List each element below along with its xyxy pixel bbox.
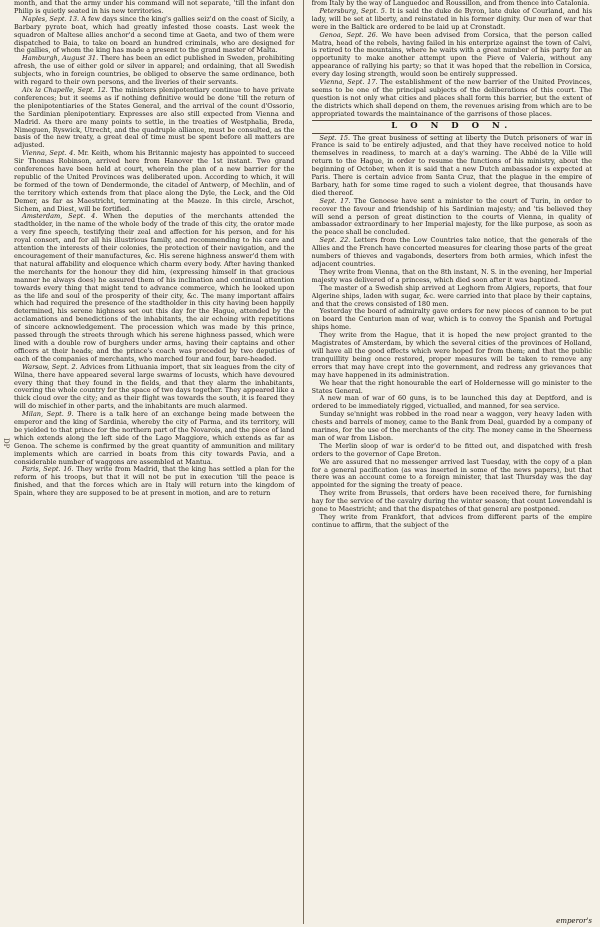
article-dateline: Paris, Sept. 16. — [22, 465, 74, 474]
article-text: We hear that the right honourable the earl of Holdernesse will go minister to the States General. — [311, 378, 592, 395]
catchword: emperor's — [556, 917, 592, 925]
article-text: A new man of war of 60 guns, is to be launched this day at Deptford, and is ordered to be immediately rigged, victualled, and manned, for sea service. — [311, 394, 592, 411]
news-article — [312, 285, 593, 309]
article-text: The great business of setting at liberty the Dutch prisoners of war in France is said to be entirely adjusted, and that they have received notice to hold themselves in readiness, to march at a day's warning. The Abbé de la Ville will return to the Hague, in order to resume the functions of his ministry, about the beginning of October, when it is said that a new Dutch ambassador is expected at Paris. There is certain advice from Santa Cruz, that the plague in the empire of Barbary, hath for some time raged to such a violent degree, that thousands have died thereof. — [311, 133, 592, 197]
article-text: The establishment of the new barrier of the United Provinces, seems to be one of the principal subjects of the deliberations of this court. The question is not only what cities and places shall form this barrier, but the extent of the districts which shall depend on them, the revenues arising from which are to be appropriated towards the maintainance of the garrisons of those places. — [311, 78, 592, 118]
continued-paragraph — [14, 0, 295, 16]
news-article — [14, 364, 295, 411]
article-dateline: Aix la Chapelle, Sept. 12. — [22, 85, 108, 94]
news-article — [312, 380, 593, 396]
news-article — [312, 514, 593, 530]
article-text: month, and that the army under his command will not separate, 'till the infant don Philip is quietly seated in his new territories. — [14, 0, 295, 15]
article-text: We are assured that no messenger arrived last Tuesday, with the copy of a plan for a general pacification (as was inserted in some of the news papers), but that there was an account come to a foreign minister, that last Thursday was the day appointed for the signing the treaty of peace. — [311, 457, 592, 490]
article-text: We have been advised from Corsica, that the person called Matra, head of the rebels, having failed in his enterprize against the town of Calvi, is retired to the mountains, where he waits with a great number of his party for an opportunity to make another attempt upon the Pieve of Valeria, without any appearance of rallying his party; so that it was hoped that the rebellion in Corsica, every day losing strength, would soon be entirely suppressed. — [311, 30, 592, 79]
article-text: Letters from the Low Countries take notice, that the generals of the Allies and the French have concerted measures for clearing those parts of the great numbers of thieves and vagabonds, deserters from both armies, which infest the adjacent countries. — [311, 236, 592, 268]
article-text: They write from Brussels, that orders have been received there, for furnishing hay for the service of the cavalry during the winter season; that count Lowendahl is gone to Maestricht; and that the dispatches of that general are postponed. — [311, 489, 592, 514]
news-article — [312, 79, 593, 119]
news-article — [312, 443, 593, 459]
news-article — [312, 395, 593, 411]
article-dateline: Sept. 17. — [319, 196, 351, 205]
news-article — [14, 16, 295, 56]
news-article — [14, 466, 295, 498]
article-dateline: Warsaw, Sept. 2. — [22, 362, 78, 371]
news-article — [312, 8, 593, 32]
article-text: They write from Madrid, that the king has settled a plan for the reform of his troops, but that it will not be put in execution 'till the peace is finished, and that the forces which are in Italy will return into the kingdom of Spain, where they are supposed to be at present in motion, and are to return — [14, 465, 295, 498]
news-article — [14, 150, 295, 213]
article-text: They write from the Hague, that it is hoped the new project granted to the Magistrates of Amsterdam, by which the several cities of the provinces of Holland, will have all the good effects which were hoped for from them; and that the public tranquillity being once restored, proper measures will be taken to remove any errors that may have crept into the government, and redress any grievances that may have happened in its administration. — [311, 331, 592, 379]
article-text: The Merlin sloop of war is order'd to be fitted out, and dispatched with fresh orders to the governor of Cape Breton. — [311, 441, 592, 458]
margin-mark: DP — [2, 438, 10, 449]
news-article — [312, 198, 593, 238]
news-article — [312, 490, 593, 514]
news-article — [312, 32, 593, 79]
article-text: There is a talk here of an exchange being made between the emperor and the king of Sardinia, whereby the city of Parma, and its territory, will be yielded to that prince for the northern part of the Novarois, and the piece of land which extends along the left side of the Lago Maggiore, which extends as far as Genoa. The scheme is confirmed by the great quantity of ammunition and military implements which are carried in boats from this city towards Pavia, and a considerable number of waggons are assembled at Mantua. — [14, 410, 295, 466]
foreign-news — [312, 0, 593, 119]
article-text: Sunday se'nnight was robbed in the road near a waggon, very heavy laden with chests and barrels of money, came to the Bank from Deal, guarded by a company of marines, for the use of the merchants of the city. The money came in the Sheerness man of war from Lisbon. — [311, 410, 592, 442]
article-text: It is said the duke de Byron, late duke of Courland, and his lady, will be set at liberty, and reinstated in his former dignity. Our men of war that were in the Baltick are ordered to be laid up at Cronstadt. — [311, 6, 592, 31]
article-dateline: Vienna, Sept. 17. — [319, 78, 378, 87]
column-divider — [303, 0, 304, 924]
article-text: When the deputies of the merchants attended the stadtholder, in the name of the whole body of the trade of this city, the orator made a very fine speech, testifying their zeal and affection for his person, and for his royal consort, and for all his illustrious family, and recommending to his care and attention the interests of their colonies, the protection of their navigation, and the encouragement of their manufactures, &c. His serene highness answer'd them with that natural affability and eloquence which charm every body. After having thanked the merchants for the honour they did him, (expressing himself in that gracious manner he always does) he assured them of his inclination and continual attention towards every thing that might tend to advance commerce, which he looked upon as the life and soul of the prosperity of their city, &c. The many important affairs which had required the presence of the stadtholder in this city having been happily determined, his serene highness set out this day for the Hague, attended by the acclamations and benedictions of the inhabitants, the air echoing with repetitions of sincere acknowledgement. The procession which was made by this prince, passed through the streets through which his serene highness passed, which were lined with a double row of burghers under arms, having their captains and other officers at their heads; and the prince's coach was preceded by two deputies of each of the companies of merchants, who marched four and four, bare-headed. — [14, 212, 295, 363]
newspaper-page — [14, 0, 592, 927]
article-text: They write from Frankfort, that advices from different parts of the empire continue to affirm, that the subject of the — [311, 513, 592, 529]
article-text: from Italy by the way of Languedoc and Roussillon, and from thence into Catalonia. — [311, 0, 590, 7]
news-article — [14, 411, 295, 466]
news-article — [312, 308, 593, 332]
article-dateline: Petersburg, Sept. 5. — [319, 6, 388, 15]
left-column — [14, 0, 295, 924]
article-text: Advices from Lithuania import, that six leagues from the city of Wilna, there have appeared several large swarms of locusts, which have devoured every thing that they found in the fields, and that they alarm the inhabitants, covering the whole country for the space of two days together. They appeared like a thick cloud over the city; and as their flight was towards the south, it is feared they will do mischief in other parts, and the inhabitants are much alarmed. — [14, 362, 295, 411]
article-dateline: Milan, Sept. 9. — [22, 410, 74, 419]
article-dateline: Sept. 15. — [319, 133, 351, 142]
article-text: The ministers plenipotentiary continue to have private conferences; but it seems as if nothing definitive would be done 'till the return of the plenipotentiaries of the States General, and the arrival of the count d'Ossorio, the Sardinian plenipotentiary. Expresses are also still expected from Vienna and Madrid. As there are many points to settle, in the treaties of Westphalia, Breda, Nimeguen, Ryswick, Utrecht, and the quadruple alliance, must be consulted, as the basis of the new treaty, a great deal of time must be spent before all matters are adjusted. — [14, 85, 295, 150]
london-news — [312, 135, 593, 530]
news-article — [312, 237, 593, 269]
news-article — [312, 459, 593, 491]
news-article — [312, 269, 593, 285]
news-article — [14, 55, 295, 87]
article-text: The master of a Swedish ship arrived at Leghorn from Algiers, reports, that four Algerine ships, laden with sugar, &c. were carried into that place by their captains, and that the crews consisted of 180 men. — [311, 283, 592, 308]
article-dateline: Genoa, Sept. 26. — [319, 30, 378, 39]
news-article — [312, 411, 593, 443]
article-dateline: Sept. 22. — [319, 236, 351, 245]
article-text: They write from Vienna, that on the 8th instant, N. S. in the evening, her Imperial majesty was delivered of a princess, which died soon after it was baptized. — [311, 267, 592, 284]
article-text: A few days since the king's gallies seiz'd on the coast of Sicily, a Barbary pyrate boat, which had greatly infested those coasts. Last week the squadron of Maltese allies anchor'd a second time at Gaeta, and two of them were dispatched to Baia, to take on board an hundred criminals, who are designed for the gallies, of whom the king has made a present to the grand master of Malta. — [14, 14, 295, 55]
article-dateline: Naples, Sept. 13. — [22, 14, 80, 23]
article-dateline: Amsterdam, Sept. 4. — [22, 212, 98, 221]
news-article — [312, 332, 593, 379]
article-text: Mr. Keith, whom his Britannic majesty has appointed to succeed Sir Thomas Robinson, arrived here from Hanover the 1st instant. Two grand conferences have been held at court, wherein the plan of a new barrier for the republic of the United Provinces was deliberated upon. According to which, it will be formed of the town of Dendermonde, the citadel of Antwerp, of Mechlin, and of the territory which extends from that place along the Dyle, the Leck, and the Old Demer, as far as Maestricht, terminating at the Maeze. In this circle, Arschot, Sichem, and Diest, will be fortified. — [14, 149, 295, 213]
article-dateline: Vienna, Sept. 4. — [22, 149, 76, 158]
article-text: The Genoese have sent a minister to the court of Turin, in order to recover the favour and friendship of his Sardinian majesty; and 'tis believed they will send a person of great distinction to the courts of Vienna, in quality of ambassador extraordinary to her Imperial majesty, for the like purpose, as soon as the peace shall be concluded. — [311, 196, 592, 237]
news-article — [312, 135, 593, 198]
article-text: There has been an edict published in Sweden, prohibiting afresh, the use of either gold or silver in apparel; and ordaining, that all Swedish subjects, who in foreign countries, be obliged to observe the same ordinance, both with regard to their own persons, and the liveries of their servants. — [14, 54, 295, 87]
article-dateline: Hamburgh, August 31. — [22, 54, 99, 63]
right-column — [312, 0, 593, 924]
news-article — [14, 87, 295, 150]
section-heading-london: L O N D O N. — [391, 120, 513, 131]
article-text: Yesterday the board of admiralty gave orders for new pieces of cannon to be put on board the Centurion man of war, which is to convoy the Spanish and Portugal ships home. — [311, 307, 592, 332]
news-article — [14, 213, 295, 363]
